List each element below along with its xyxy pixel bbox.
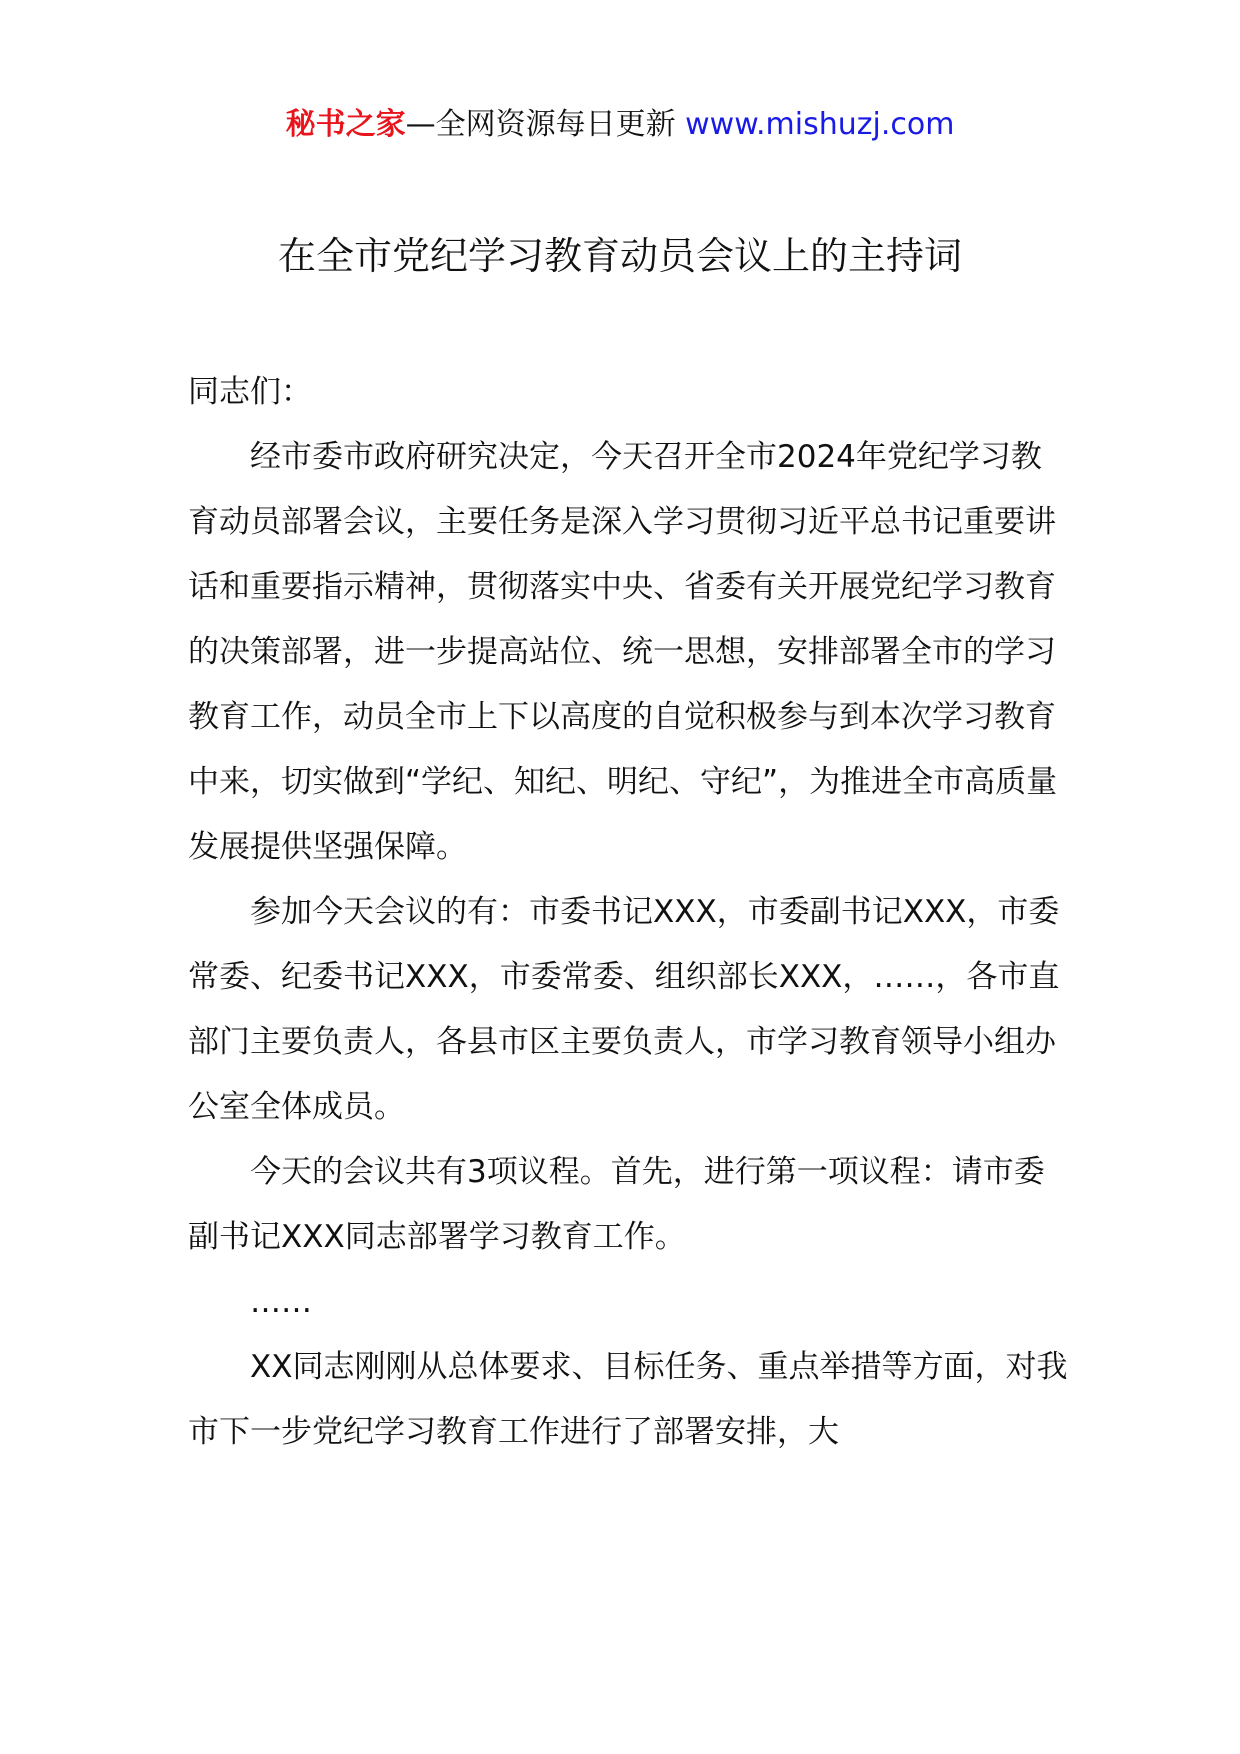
paragraph-summary: XX同志刚刚从总体要求、目标任务、重点举措等方面，对我市下一步党纪学习教育工作进行了部署安排，大 [188,1349,1068,1450]
paragraph-agenda: 今天的会议共有3项议程。首先，进行第一项议程：请市委副书记XXX同志部署学习教育工作。 [188,1154,1045,1255]
salutation: 同志们： [188,374,312,410]
paragraph-attendees: 参加今天会议的有：市委书记XXX，市委副书记XXX，市委常委、纪委书记XXX，市委常委、组织部长XXX，……，各市直部门主要负责人，各县市区主要负责人，市学习教育领导小组办公室全体成员。 [188,894,1060,1125]
site-url-link[interactable]: www.mishuzj.com [685,107,955,142]
site-header [0,100,1240,150]
document-title: 在全市党纪学习教育动员会议上的主持词 [277,234,962,278]
paragraph-intro: 经市委市政府研究决定，今天召开全市2024年党纪学习教育动员部署会议，主要任务是深入学习贯彻习近平总书记重要讲话和重要指示精神，贯彻落实中央、省委有关开展党纪学习教育的决策部署，进一步提高站位、统一思想，安排部署全市的学习教育工作，动员全市上下以高度的自觉积极参与到本次学习教育中来，切实做到“学纪、知纪、明纪、守纪”，为推进全市高质量发展提供坚强保障。 [188,439,1058,865]
document-body [188,360,1068,1465]
header-tagline: —全网资源每日更新 [405,107,686,142]
paragraph-ellipsis: …… [250,1284,312,1320]
brand-name: 秘书之家 [285,107,406,142]
